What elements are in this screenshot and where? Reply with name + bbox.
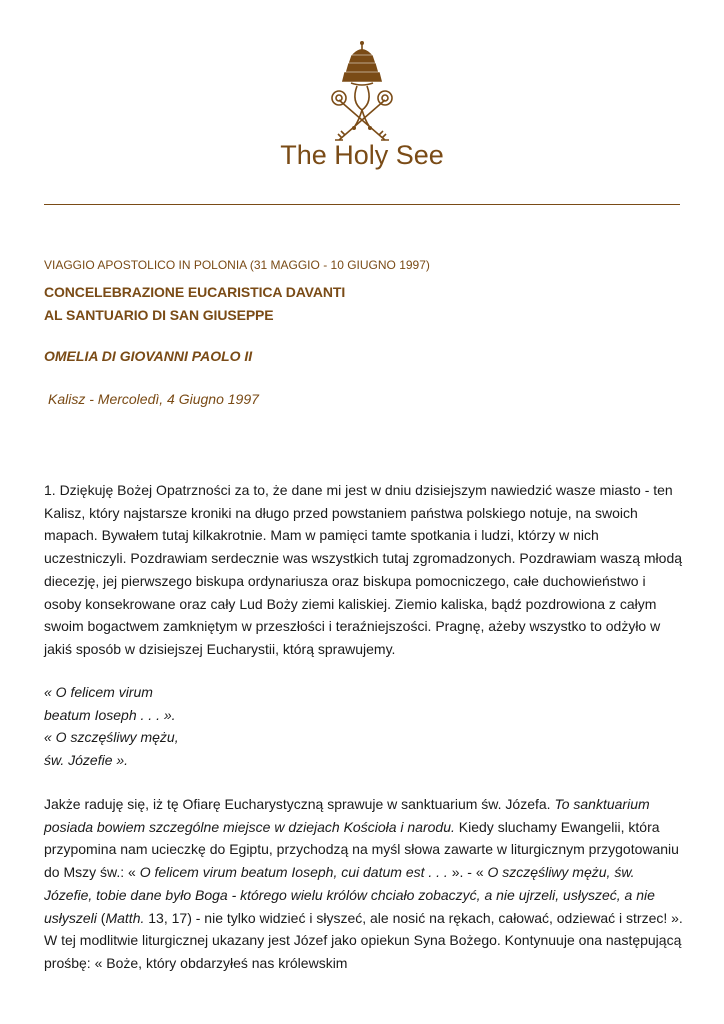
paragraph-2-text — [44, 793, 684, 975]
text-run: Jakże raduję się, iż tę Ofiarę Eucharystyczną sprawuje w sanktuarium św. Józefa. — [44, 796, 555, 812]
article-kicker: VIAGGIO APOSTOLICO IN POLONIA (31 MAGGIO - 10 GIUGNO 1997) — [44, 258, 430, 272]
verse-line: « O szczęśliwy mężu, — [44, 729, 179, 746]
verse-block — [44, 681, 684, 772]
italic-run: To sanktuarium posiada bowiem szczególne miejsce w dziejach Kościoła i narodu. — [44, 796, 650, 835]
verse-line: św. Józefie ». — [44, 752, 129, 769]
text-run: 13, 17) - nie tylko widzieć i słyszeć, ale nosić na rękach, całować, odziewać i strzec! ». W tej modlitwie liturgicznej ukazany jest Józef jako opiekun Syna Bożego. Kontynuuje ona następującą prośbę: « Boże, który obdarzyłeś nas królewskim — [44, 909, 683, 971]
article-title-line-1: CONCELEBRAZIONE EUCARISTICA DAVANTI — [44, 284, 346, 300]
italic-run: Matth. — [105, 909, 145, 926]
italic-run: O szczęśliwy mężu, św. Józefie, tobie dane było Boga - którego wielu królów chciało zobaczyć, a nie ujrzeli, usłyszeć, a nie usłyszeli — [44, 864, 655, 926]
site-title[interactable]: The Holy See — [280, 140, 444, 170]
text-run: Kiedy sluchamy Ewangelii, która przypomina nam ucieczkę do Egiptu, przychodzą na myśl słowa zawarte w liturgicznym przygotowaniu do Mszy św.: « — [44, 818, 679, 881]
italic-run: O felicem virum beatum Ioseph, cui datum est . . . — [139, 864, 448, 881]
text-run: ». - « — [447, 864, 488, 881]
article-title — [44, 281, 345, 327]
article-title-line-2: AL SANTUARIO DI SAN GIUSEPPE — [44, 307, 274, 323]
verse-line: « O felicem virum — [44, 684, 153, 700]
article-place-date: Kalisz - Mercoledì, 4 Giugno 1997 — [48, 391, 259, 407]
text-run: ( — [96, 909, 106, 926]
papal-keys-emblem-icon — [321, 40, 403, 148]
article-author: OMELIA DI GIOVANNI PAOLO II — [44, 348, 253, 364]
verse-line: beatum Ioseph . . . ». — [44, 706, 176, 723]
header-divider — [44, 204, 680, 205]
paragraph-2 — [44, 793, 684, 975]
paragraph-1 — [44, 479, 684, 661]
paragraph-1-text: 1. Dziękuję Bożej Opatrzności za to, że dane mi jest w dniu dzisiejszym nawiedzić wasze miasto - ten Kalisz, który najstarsze kroniki na długo przed powstaniem państwa polskiego notuje, na swoich mapach. Bywałem tutaj kilkakrotnie. Mam w pamięci tamte spotkania i ludzi, którzy w nich uczestniczyli. Pozdrawiam serdecznie was wszystkich tutaj zgromadzonych. Pozdrawiam waszą młodą diecezję, jej pierwszego biskupa ordynariusza oraz biskupa pomocniczego, całe duchowieństwo i osoby konsekrowane oraz cały Lud Boży ziemi kaliskiej. Ziemio kaliska, bądź pozdrowiona z całym swoim bogactwem zamkniętym w przeszłości i teraźniejszości. Pragnę, ażeby wszystko to odżyło w jakiś sposób w dzisiejszej Eucharystii, którą sprawujemy. — [44, 482, 683, 657]
